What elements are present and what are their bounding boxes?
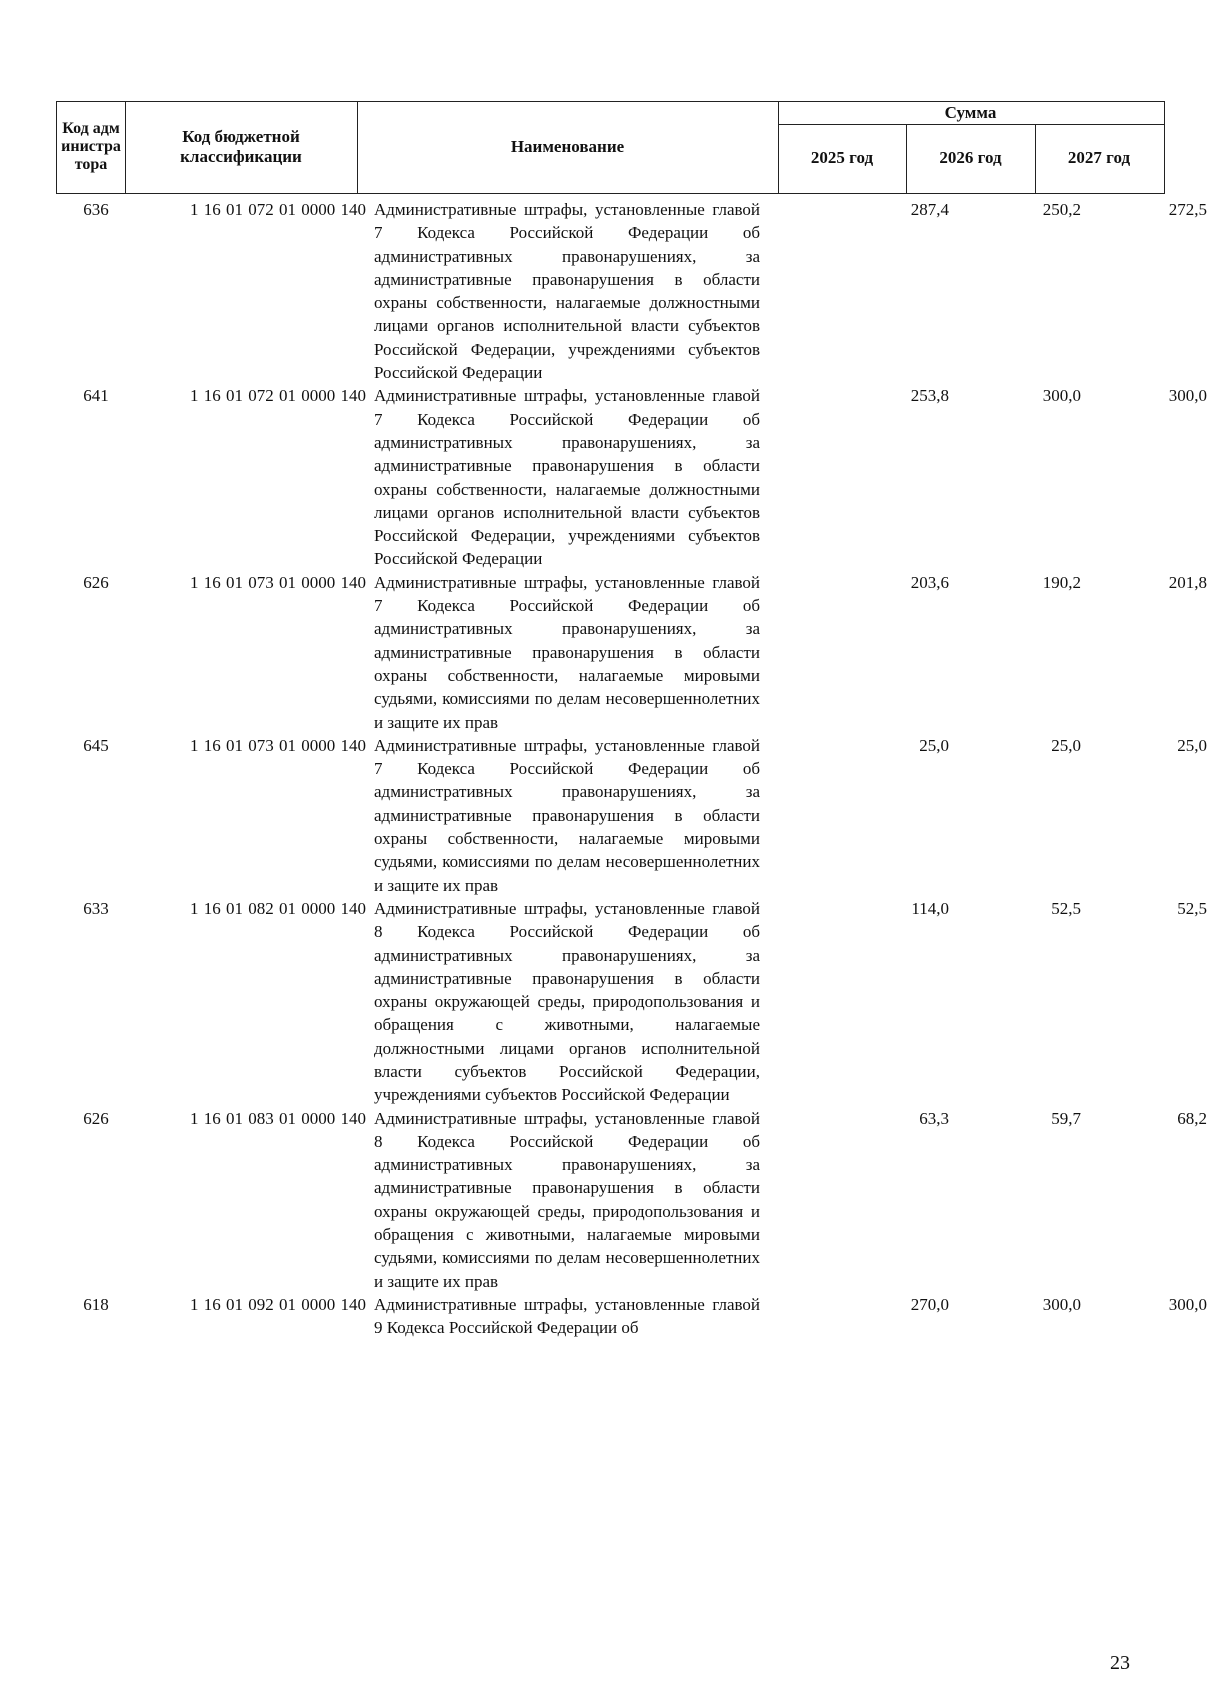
row-name: Административные штрафы, установленные главой 7 Кодекса Российской Федерации об административных правонарушениях, за административные правонарушения в области охраны собственности, налагаемые должностными лицами органов исполнительной власти субъектов Российской Федерации, учреждениями субъектов Российской Федерации xyxy=(374,200,760,383)
table-row xyxy=(56,1293,1207,1340)
admin-code: 633 xyxy=(83,898,109,918)
row-name: Административные штрафы, установленные главой 9 Кодекса Российской Федерации об xyxy=(374,1294,760,1338)
header-kbk: Код бюджетной классификации xyxy=(180,127,302,166)
row-name: Административные штрафы, установленные главой 7 Кодекса Российской Федерации об административных правонарушениях, за административные правонарушения в области охраны собственности, налагаемые мировыми судьями, комиссиями по делам несовершеннолетних и защите их прав xyxy=(374,735,760,895)
amount-2025: 270,0 xyxy=(910,1294,949,1314)
amount-2026: 59,7 xyxy=(1051,1108,1081,1128)
amount-2025: 287,4 xyxy=(910,200,949,219)
budget-code: 1 16 01 082 01 0000 140 xyxy=(190,898,366,918)
header-year-2026: 2026 год xyxy=(939,148,1002,167)
admin-code: 618 xyxy=(83,1294,109,1314)
admin-code: 645 xyxy=(83,735,109,755)
amount-2027: 272,5 xyxy=(1168,200,1207,219)
budget-code: 1 16 01 072 01 0000 140 xyxy=(190,200,366,219)
table-row xyxy=(56,384,1207,570)
header-name: Наименование xyxy=(510,137,625,156)
amount-2025: 63,3 xyxy=(919,1108,949,1128)
budget-code: 1 16 01 083 01 0000 140 xyxy=(190,1108,366,1128)
budget-code: 1 16 01 073 01 0000 140 xyxy=(190,735,366,755)
amount-2027: 52,5 xyxy=(1177,898,1207,918)
table-body xyxy=(56,198,1207,1340)
header-admin-code: Код администратора xyxy=(61,120,121,173)
amount-2027: 300,0 xyxy=(1168,386,1207,406)
amount-2026: 300,0 xyxy=(1042,1294,1081,1314)
budget-code: 1 16 01 073 01 0000 140 xyxy=(190,572,366,592)
amount-2025: 253,8 xyxy=(910,386,949,406)
row-name: Административные штрафы, установленные главой 7 Кодекса Российской Федерации об административных правонарушениях, за административные правонарушения в области охраны собственности, налагаемые должностными лицами органов исполнительной власти субъектов Российской Федерации, учреждениями субъектов Российской Федерации xyxy=(374,386,760,569)
table-row xyxy=(56,897,1207,1107)
admin-code: 641 xyxy=(83,386,109,406)
amount-2026: 250,2 xyxy=(1042,200,1081,219)
amount-2026: 190,2 xyxy=(1042,572,1081,592)
row-name: Административные штрафы, установленные главой 7 Кодекса Российской Федерации об административных правонарушениях, за административные правонарушения в области охраны собственности, налагаемые мировыми судьями, комиссиями по делам несовершеннолетних и защите их прав xyxy=(374,572,760,732)
header-year-2027: 2027 год xyxy=(1067,148,1131,167)
amount-2025: 25,0 xyxy=(919,735,949,755)
amount-2025: 203,6 xyxy=(910,572,949,592)
admin-code: 626 xyxy=(83,572,109,592)
table-row xyxy=(56,1107,1207,1293)
amount-2026: 52,5 xyxy=(1051,898,1081,918)
table-header xyxy=(56,101,1165,194)
row-name: Административные штрафы, установленные главой 8 Кодекса Российской Федерации об административных правонарушениях, за административные правонарушения в области охраны окружающей среды, природопользования и обращения с животными, налагаемые мировыми судьями, комиссиями по делам несовершеннолетних и защите их прав xyxy=(374,1108,760,1291)
header-year-2025: 2025 год xyxy=(810,148,874,167)
amount-2027: 25,0 xyxy=(1177,735,1207,755)
amount-2026: 25,0 xyxy=(1051,735,1081,755)
row-name: Административные штрафы, установленные главой 8 Кодекса Российской Федерации об административных правонарушениях, за административные правонарушения в области охраны окружающей среды, природопользования и обращения с животными, налагаемые должностными лицами органов исполнительной власти субъектов Российской Федерации, учреждениями субъектов Российской Федерации xyxy=(374,898,760,1105)
amount-2027: 300,0 xyxy=(1168,1294,1207,1314)
table-row xyxy=(56,734,1207,897)
admin-code: 626 xyxy=(83,1108,109,1128)
budget-code: 1 16 01 072 01 0000 140 xyxy=(190,386,366,406)
budget-code: 1 16 01 092 01 0000 140 xyxy=(190,1294,366,1314)
amount-2027: 201,8 xyxy=(1168,572,1207,592)
amount-2026: 300,0 xyxy=(1042,386,1081,406)
table-row xyxy=(56,571,1207,734)
amount-2025: 114,0 xyxy=(911,898,949,918)
header-sum: Сумма xyxy=(944,103,997,122)
page-number: 23 xyxy=(1110,1652,1130,1674)
amount-2027: 68,2 xyxy=(1177,1108,1207,1128)
admin-code: 636 xyxy=(83,200,109,219)
table-row xyxy=(56,198,1207,384)
